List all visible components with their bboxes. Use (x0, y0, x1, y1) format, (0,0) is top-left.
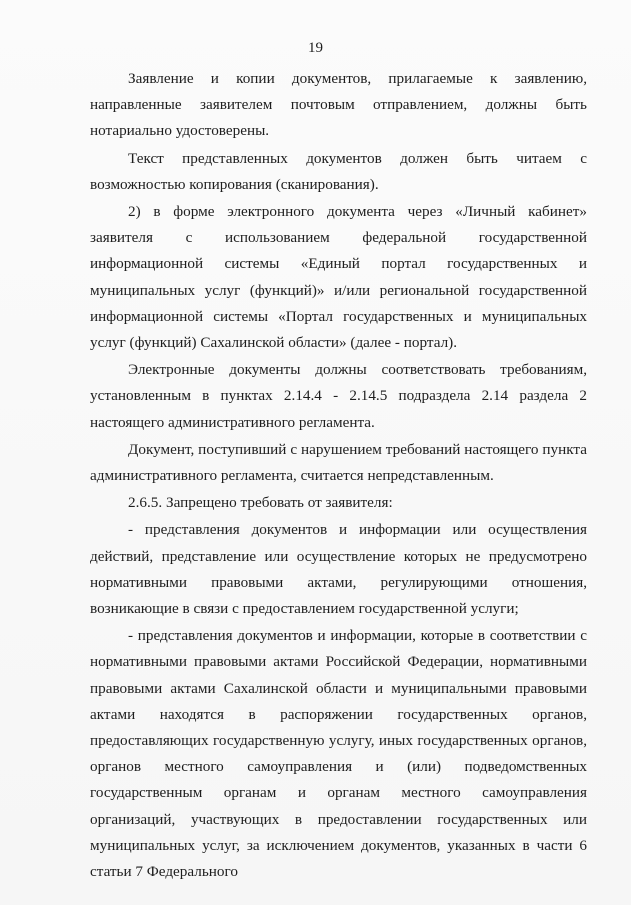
page-number: 19 (308, 40, 323, 56)
paragraph-notarization: Заявление и копии документов, прилагаемые к заявлению, направленные заявителем почтовым отправлением, должны быть нотариально удостоверены. (90, 70, 587, 140)
paragraph-non-submitted: Документ, поступивший с нарушением требований настоящего пункта административного регламента, считается непредставленным. (90, 440, 587, 485)
paragraph-electronic-submission: 2) в форме электронного документа через «Личный кабинет» заявителя с использованием федеральной государственной информационной системы «Единый портал государственных и муниципальных услуг (функций)» и/или региональной государственной информационной системы «Портал государственных и муниципальных услуг (функций) Сахалинской области» (далее - портал). (90, 203, 587, 352)
list-item-prohibition-2: - представления документов и информации, которые в соответствии с нормативными правовыми актами Российской Федерации, нормативными правовыми актами Сахалинской области и муниципальными правовыми актами находятся в распоряжении государственных органов, предоставляющих государственную услугу, иных государственных органов, органов местного самоуправления и (или) подведомственных государственным органам и органам местного самоуправления организаций, участвующих в предоставлении государственных или муниципальных услуг, за исключением документов, указанных в части 6 статьи 7 Федерального (90, 627, 587, 881)
paragraph-readability: Текст представленных документов должен быть читаем с возможностью копирования (сканирования). (90, 149, 587, 193)
list-item-prohibition-1: - представления документов и информации или осуществления действий, представление или осуществление которых не предусмотрено нормативными правовыми актами, регулирующими отношения, возникающие в связи с предоставлением государственной услуги; (90, 521, 587, 618)
document-body (90, 66, 587, 885)
paragraph-electronic-requirements: Электронные документы должны соответствовать требованиям, установленным в пунктах 2.14.4 - 2.14.5 подраздела 2.14 раздела 2 настоящего административного регламента. (90, 361, 587, 431)
paragraph-prohibition-heading: 2.6.5. Запрещено требовать от заявителя: (128, 494, 393, 512)
